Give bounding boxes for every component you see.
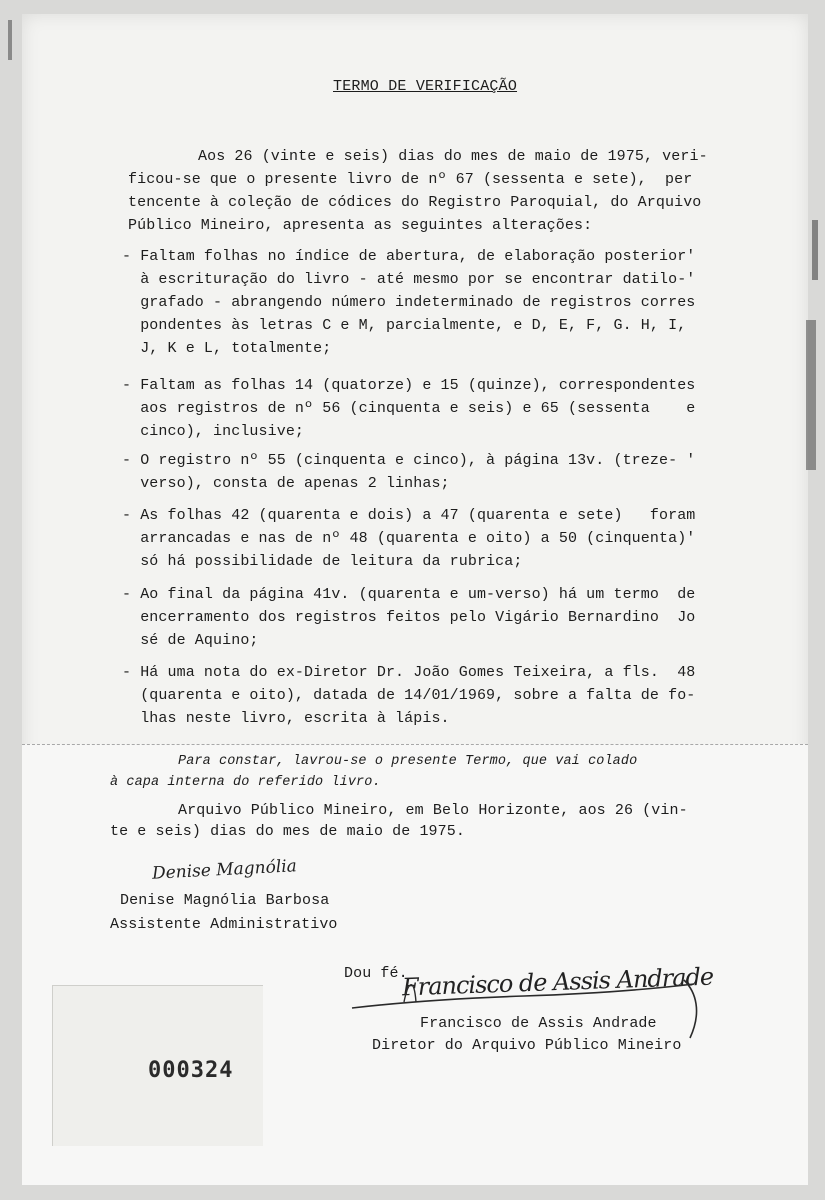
signer2-name: Francisco de Assis Andrade bbox=[420, 1015, 657, 1032]
item-4-line-2: arrancadas e nas de nº 48 (quarenta e oito) a 50 (cinquenta)' bbox=[122, 530, 696, 547]
signer1-name: Denise Magnólia Barbosa bbox=[120, 892, 330, 909]
closing-line-2: à capa interna do referido livro. bbox=[110, 775, 381, 790]
item-3-line-1: - O registro nº 55 (cinquenta e cinco), à página 13v. (treze- ' bbox=[122, 452, 696, 469]
place-date-line-2: te e seis) dias do mes de maio de 1975. bbox=[110, 823, 465, 840]
dou-fe-text: Dou fé. bbox=[344, 965, 408, 982]
scan-edge-mark bbox=[8, 20, 12, 60]
item-2-line-3: cinco), inclusive; bbox=[122, 423, 305, 440]
item-6-line-3: lhas neste livro, escrita à lápis. bbox=[122, 710, 450, 727]
item-1-line-5: J, K e L, totalmente; bbox=[122, 340, 332, 357]
scan-edge-mark bbox=[806, 320, 816, 470]
closing-line-1: Para constar, lavrou-se o presente Termo, que vai colado bbox=[178, 754, 638, 769]
signer2-role: Diretor do Arquivo Público Mineiro bbox=[372, 1037, 682, 1054]
stamp-number: 000324 bbox=[148, 1058, 234, 1083]
item-2-line-1: - Faltam as folhas 14 (quatorze) e 15 (quinze), correspondentes bbox=[122, 377, 696, 394]
item-6-line-2: (quarenta e oito), datada de 14/01/1969, sobre a falta de fo- bbox=[122, 687, 696, 704]
place-date-line-1: Arquivo Público Mineiro, em Belo Horizonte, aos 26 (vin- bbox=[178, 802, 688, 819]
signature-francisco: Francisco de Assis Andrade bbox=[401, 962, 714, 1002]
scan-edge-mark bbox=[812, 220, 818, 280]
item-6-line-1: - Há uma nota do ex-Diretor Dr. João Gomes Teixeira, a fls. 48 bbox=[122, 664, 696, 681]
item-3-line-2: verso), consta de apenas 2 linhas; bbox=[122, 475, 450, 492]
item-5-line-2: encerramento dos registros feitos pelo Vigário Bernardino Jo bbox=[122, 609, 696, 626]
item-1-line-3: grafado - abrangendo número indeterminado de registros corres bbox=[122, 294, 696, 311]
intro-line-4: Público Mineiro, apresenta as seguintes alterações: bbox=[128, 217, 593, 234]
item-4-line-1: - As folhas 42 (quarenta e dois) a 47 (quarenta e sete) foram bbox=[122, 507, 696, 524]
signer1-role: Assistente Administrativo bbox=[110, 916, 338, 933]
intro-line-3: tencente à coleção de códices do Registro Paroquial, do Arquivo bbox=[128, 194, 702, 211]
item-4-line-3: só há possibilidade de leitura da rubrica; bbox=[122, 553, 523, 570]
item-5-line-3: sé de Aquino; bbox=[122, 632, 259, 649]
signature-denise: Denise Magnólia bbox=[151, 856, 298, 884]
document-title: TERMO DE VERIFICAÇÃO bbox=[333, 78, 518, 95]
item-1-line-2: à escrituração do livro - até mesmo por se encontrar datilo-' bbox=[122, 271, 696, 288]
item-1-line-4: pondentes às letras C e M, parcialmente, e D, E, F, G. H, I, bbox=[122, 317, 687, 334]
intro-line-2: ficou-se que o presente livro de nº 67 (sessenta e sete), per bbox=[128, 171, 693, 188]
item-5-line-1: - Ao final da página 41v. (quarenta e um-verso) há um termo de bbox=[122, 586, 696, 603]
item-2-line-2: aos registros de nº 56 (cinquenta e seis) e 65 (sessenta e bbox=[122, 400, 696, 417]
item-1-line-1: - Faltam folhas no índice de abertura, de elaboração posterior' bbox=[122, 248, 696, 265]
intro-line-1: Aos 26 (vinte e seis) dias do mes de maio de 1975, veri- bbox=[198, 148, 708, 165]
